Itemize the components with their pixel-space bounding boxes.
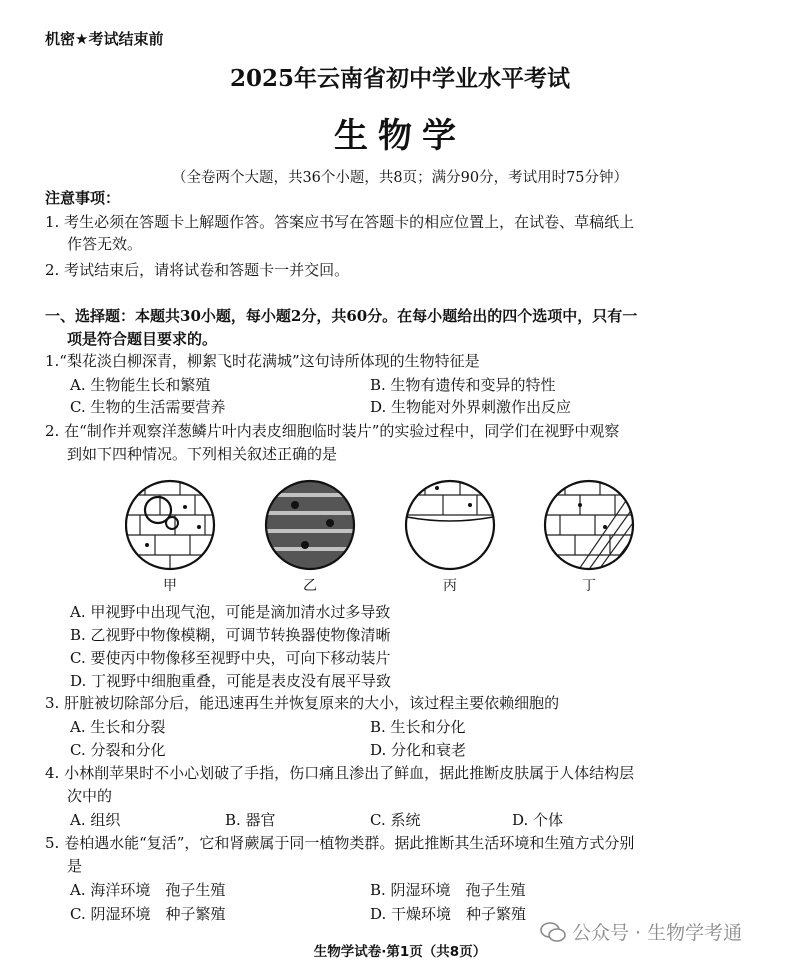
fig-label-bing: 丙 [443,578,457,594]
q3-option-b: B. 生长和分化 [370,718,466,736]
q1-option-c: C. 生物的生活需要营养 [70,398,226,416]
q4-option-a: A. 组织 [70,811,121,829]
q5-option-b: B. 阴湿环境 孢子生殖 [370,881,526,899]
note-item-2: 2. 考试结束后，请将试卷和答题卡一并交回。 [45,261,350,279]
q3-option-a: A. 生长和分裂 [70,718,166,736]
q2-option-c: C. 要使丙中物像移至视野中央，可向下移动装片 [70,649,391,667]
fig-label-jia: 甲 [163,578,177,594]
q5-option-d: D. 干燥环境 种子繁殖 [370,905,527,923]
q4-option-d: D. 个体 [512,811,564,829]
field-view-ding [545,475,635,575]
q5-stem-cont: 是 [67,857,83,875]
confidential-label: 机密★考试结束前 [45,30,164,48]
q5-option-a: A. 海洋环境 孢子生殖 [70,881,226,899]
page-footer: 生物学试卷·第1页（共8页） [313,944,487,960]
q3-stem: 3. 肝脏被切除部分后，能迅速再生并恢复原来的大小，该过程主要依赖细胞的 [45,694,560,712]
q4-option-b: B. 器官 [225,811,276,829]
q2-option-d: D. 丁视野中细胞重叠，可能是表皮没有展平导致 [70,672,392,690]
section-heading: 一、选择题：本题共30小题，每小题2分，共60分。在每小题给出的四个选项中，只有一 [45,307,638,325]
notes-heading: 注意事项： [45,189,121,207]
subject-title: 生物学 [334,116,466,156]
q2-option-a: A. 甲视野中出现气泡，可能是滴加清水过多导致 [70,603,391,621]
q2-option-b: B. 乙视野中物像模糊，可调节转换器使物像清晰 [70,626,391,644]
note-item-1: 1. 考生必须在答题卡上解题作答。答案应书写在答题卡的相应位置上，在试卷、草稿纸上 [45,213,635,231]
q4-stem-cont: 次中的 [67,787,113,805]
note-item-1-cont: 作答无效。 [67,235,143,253]
q1-option-d: D. 生物能对外界刺激作出反应 [370,398,572,416]
q1-stem: 1.“梨花淡白柳深青，柳絮飞时花满城”这句诗所体现的生物特征是 [45,352,480,370]
exam-title: 2025年云南省初中学业水平考试 [229,65,570,92]
q3-option-d: D. 分化和衰老 [370,741,467,759]
q1-option-a: A. 生物能生长和繁殖 [70,376,211,394]
fig-label-yi: 乙 [303,578,317,594]
q4-stem: 4. 小林削苹果时不小心划破了手指，伤口痛且渗出了鲜血，据此推断皮肤属于人体结构层 [45,764,635,782]
q5-option-c: C. 阴湿环境 种子繁殖 [70,905,226,923]
q1-option-b: B. 生物有遗传和变异的特性 [370,376,556,394]
field-view-jia [125,475,215,575]
watermark-text: 公众号 · 生物学考通 [572,922,743,944]
field-view-bing [405,479,495,515]
q2-stem-cont: 到如下四种情况。下列相关叙述正确的是 [67,445,338,463]
exam-info: （全卷两个大题，共36个小题，共8页；满分90分，考试用时75分钟） [171,170,629,186]
q3-option-c: C. 分裂和分化 [70,741,166,759]
q4-option-c: C. 系统 [370,811,421,829]
section-heading-cont: 项是符合题目要求的。 [67,330,218,348]
fig-label-ding: 丁 [582,578,596,594]
q5-stem: 5. 卷柏遇水能“复活”，它和肾蕨属于同一植物类群。据此推断其生活环境和生殖方式分别 [45,834,635,852]
microscope-figures [125,465,685,595]
q2-stem: 2. 在“制作并观察洋葱鳞片叶内表皮细胞临时装片”的实验过程中，同学们在视野中观察 [45,422,620,440]
